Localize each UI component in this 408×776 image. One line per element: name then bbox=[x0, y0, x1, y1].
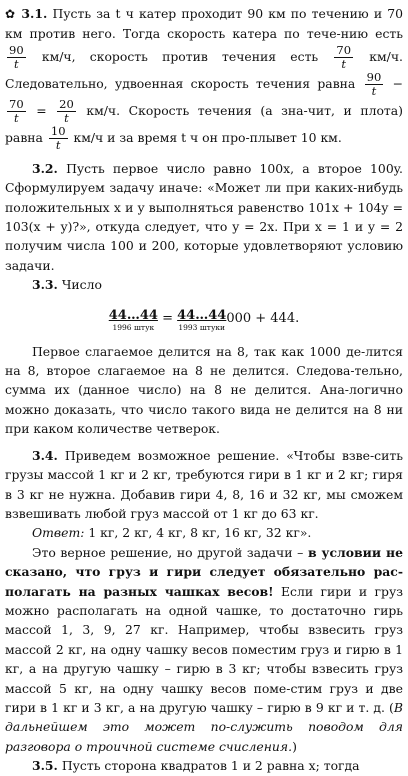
answer-line: Ответ: 1 кг, 2 кг, 4 кг, 8 кг, 16 кг, 32 кг». bbox=[32, 525, 312, 541]
solution-3-5: 3.5. Пусть сторона квадратов 1 и 2 равна x; тогда bbox=[32, 758, 360, 774]
solution-number: 3.4. bbox=[32, 447, 58, 463]
number-equation: 44…44 1996 штук = 44…44 1993 штуки 000 + 444. bbox=[108, 307, 300, 332]
solutions-page bbox=[5, 4, 403, 776]
right-term: 44…44 1993 штуки bbox=[177, 307, 227, 332]
italic-note: В дальнейшем это может по-служить поводом для разговора о троичной системе счисления. bbox=[5, 699, 403, 754]
fraction: $\frac{10}{t}$ bbox=[50, 123, 66, 152]
fraction: $\frac{70}{t}$ bbox=[336, 42, 352, 71]
emphasis: в условии не сказано, что груз и гири следует обязательно рас-полагать на разных чашках весов! bbox=[5, 544, 403, 599]
solution-3-4-note: Это верное решение, но другой задачи – в условии не сказано, что груз и гири следует обязательно рас-полагать на разных чашках весов! Если гири и груз можно располагать на одной чашке, то достаточно гирь массой 1, 3, 9, 27 кг. Например, чтобы взвесить груз массой 2 кг, на одну чашку весов поместим груз и гирю в 1 кг, а на другую чашку – гирю в 3 кг; чтобы взвесить груз массой 5 кг, на одну чашку весов поме-стим груз и две гири в 1 кг и 3 кг, а на другую чашку – гирю в 9 кг и т. д. (В дальнейшем это может по-служить поводом для разговора о троичной системе счисления.) bbox=[5, 544, 403, 754]
solution-3-4: 3.4. Приведем возможное решение. «Чтобы взве-сить грузы массой 1 кг и 2 кг, требуются гири в 1 кг и 2 кг; гиря в 3 кг не нужна. Добавив гири 4, 8, 16 и 32 кг, мы сможем взвешивать любой груз массой от 1 кг до 63 кг. bbox=[5, 447, 403, 521]
solution-3-2: 3.2. Пусть первое число равно 100x, а второе 100y. Сформулируем задачу иначе: «Может ли при каких-нибудь положительных x и y выполняться равенство 101x + 104y = 103(x + y)?», откуда следует, что y = 2x. При x = 1 и y = 2 получим числа 100 и 200, которые удовлетворяют условию задачи. bbox=[5, 160, 403, 273]
solution-number: 3.1. bbox=[21, 6, 48, 21]
fraction: $\frac{90}{t}$ bbox=[9, 42, 24, 71]
fraction: $\frac{90}{t}$ bbox=[366, 69, 382, 98]
flower-icon: ✿ bbox=[5, 7, 17, 21]
solution-number: 3.5. bbox=[32, 758, 58, 774]
solution-3-3-text: Первое слагаемое делится на 8, так как 1000 де-лится на 8, второе слагаемое на 8 не делится. Следова-тельно, сумма их (данное число) на 8 не делится. Ана-логично можно доказать, что число такого вида не делится на 8 ни при каком количестве четверок. bbox=[5, 343, 403, 437]
solution-3-3-header: 3.3. Число bbox=[32, 277, 102, 293]
solution-number: 3.3. bbox=[32, 277, 58, 293]
fraction: $\frac{70}{t}$ bbox=[9, 96, 24, 125]
solution-number: 3.2. bbox=[32, 160, 58, 176]
answer-label: Ответ: bbox=[32, 525, 85, 541]
fraction: $\frac{20}{t}$ bbox=[59, 96, 74, 125]
solution-3-1: ✿ 3.1. Пусть за t ч катер проходит 90 км по течению и 70 км против него. Тогда скорость катера по тече-нию есть $\frac{90}{t}$ км/ч, скорость против течения есть $\frac{70}{t}$ км/ч. Следовательно, удвоенная скорость течения равна $\frac{90}{t}$ − $\frac{70}{t}$ = $\frac{20}{t}$ км/ч. Скорость течения (а зна-чит, и плота) равна $\frac{10}{t}$ км/ч и за время t ч он про-плывет 10 км. bbox=[5, 6, 403, 152]
left-term: 44…44 1996 штук bbox=[108, 307, 158, 332]
